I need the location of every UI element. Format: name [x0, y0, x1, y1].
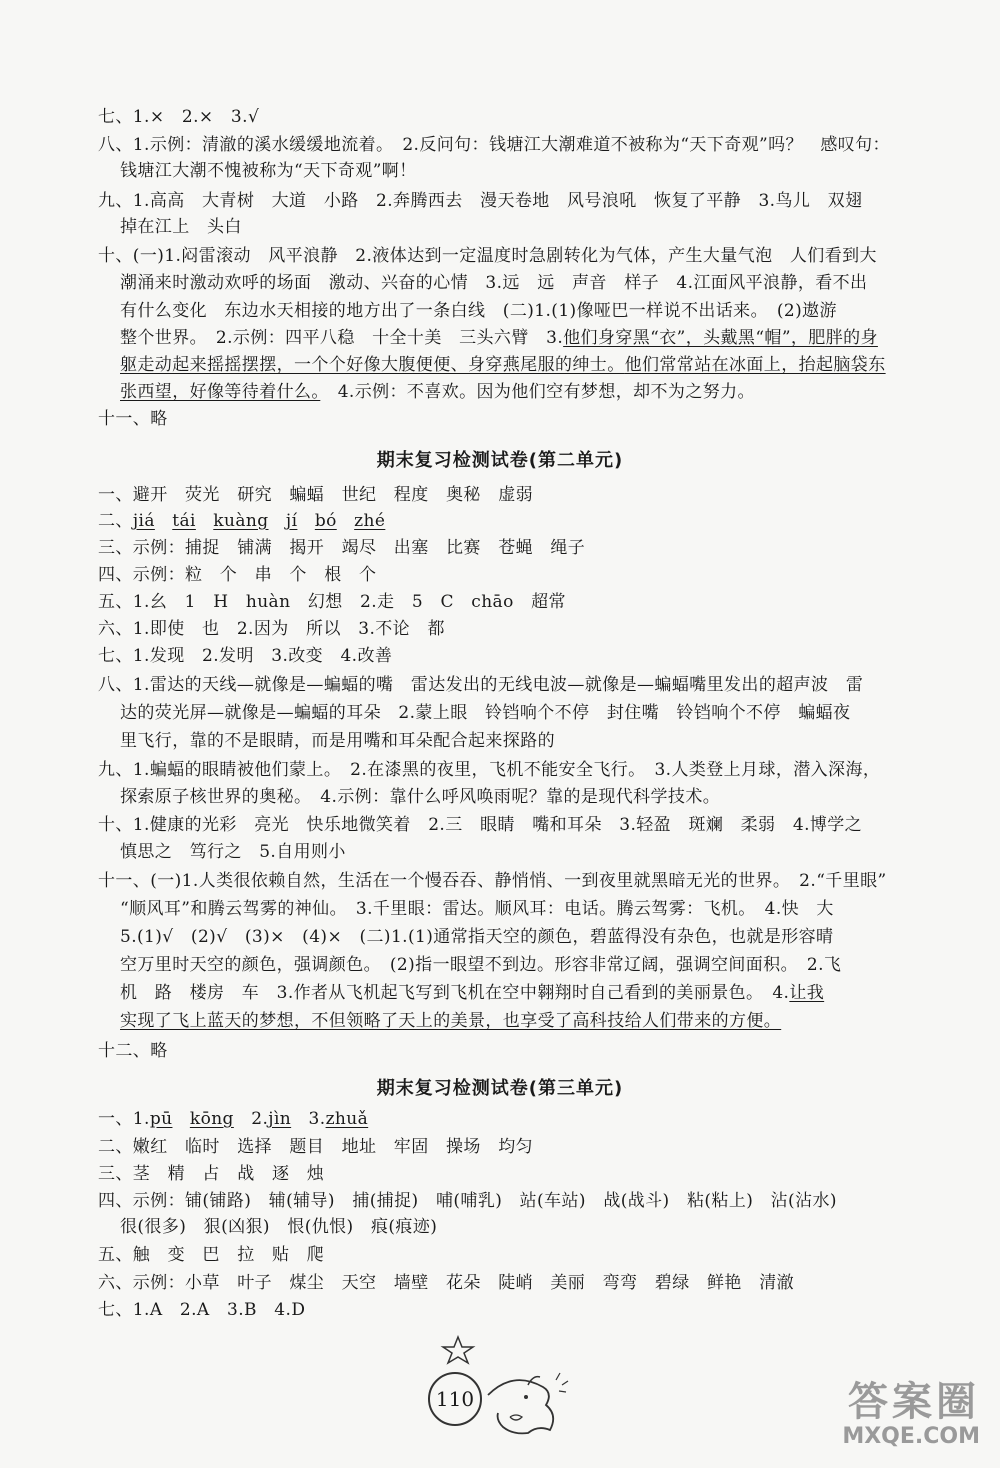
answer-text: 机 路 楼房 车 3.作者从飞机起飞写到飞机在空中翱翔时自己看到的美丽景色。 4. [120, 983, 790, 1003]
answer-line: 二、嫩红 临时 选择 题目 地址 牢固 操场 均匀 [98, 1137, 533, 1157]
answer-line: 三、示例：捕捉 铺满 揭开 竭尽 出塞 比赛 苍蝇 绳子 [98, 538, 586, 558]
answer-line: 三、茎 精 占 战 逐 烛 [98, 1164, 325, 1184]
answer-text: 二、 [98, 511, 133, 531]
pinyin-answer: jí [285, 511, 298, 531]
answer-line: 四、示例：粒 个 串 个 根 个 [98, 565, 377, 585]
answer-line: 七、1.A 2.A 3.B 4.D [98, 1300, 306, 1320]
answer-text: 一、1. [98, 1109, 150, 1129]
answer-line: 四、示例：铺(铺路) 辅(辅导) 捕(捕捉) 哺(哺乳) 站(车站) 战(战斗) 粘(粘上) 沾(沾水) [98, 1191, 837, 1211]
answer-line: 5.(1)√ (2)√ (3)× (4)× (二)1.(1)通常指天空的颜色，碧蓝得没有杂色，也就是形容晴 [120, 927, 834, 947]
answer-line: 十二、略 [98, 1041, 168, 1061]
watermark-url: MXQE.COM [842, 1424, 980, 1449]
answer-text: 2. [251, 1109, 269, 1129]
answer-line: 十一、略 [98, 409, 168, 429]
answer-line [120, 381, 755, 403]
answer-line: 里飞行，靠的不是眼睛，而是用嘴和耳朵配合起来探路的 [120, 731, 555, 751]
answer-line [120, 982, 824, 1004]
section-title: 期末复习检测试卷(第三单元) [376, 1078, 624, 1099]
answer-line: 十、1.健康的光彩 亮光 快乐地微笑着 2.三 眼睛 嘴和耳朵 3.轻盈 斑斓 柔弱 4.博学之 [98, 815, 863, 835]
answer-line: 钱塘江大潮不愧被称为“天下奇观”啊！ [120, 161, 417, 181]
pinyin-answer: tái [172, 511, 196, 531]
underlined-answer: 让我 [789, 983, 825, 1003]
answer-text: 4.示例：不喜欢。因为他们空有梦想，却不为之努力。 [320, 382, 755, 402]
underlined-answer: 张西望，好像等待着什么。 [120, 382, 321, 402]
underlined-answer: 他们身穿黑“衣”，头戴黑“帽”，肥胖的身 [563, 328, 878, 348]
pinyin-answer: zhuǎ [325, 1109, 369, 1129]
pinyin-answer: kōng [189, 1109, 234, 1129]
pinyin-answer: zhé [354, 511, 386, 531]
section-title: 期末复习检测试卷(第二单元) [376, 450, 624, 471]
pinyin-answer: bó [314, 511, 337, 531]
answer-line: 五、触 变 巴 拉 贴 爬 [98, 1245, 325, 1265]
pinyin-answer: jìn [268, 1109, 292, 1129]
answer-line: 潮涌来时激动欢呼的场面 激动、兴奋的心情 3.远 远 声音 样子 4.江面风平浪静，看不出 [120, 273, 868, 293]
answer-line: 五、1.幺 1 H huàn 幻想 2.走 5 C chāo 超常 [98, 592, 566, 612]
answer-line: 十、(一)1.闷雷滚动 风平浪静 2.液体达到一定温度时急剧转化为气体，产生大量气泡 人们看到大 [98, 246, 877, 266]
answer-line: 慎思之 笃行之 5.自用则小 [120, 842, 346, 862]
answer-line: 七、1.发现 2.发明 3.改变 4.改善 [98, 646, 393, 666]
pinyin-answer: kuàng [213, 511, 269, 531]
pinyin-answer: jiá [132, 511, 155, 531]
underlined-answer: 他们常常站在冰面上，抬起脑袋东 [624, 355, 886, 375]
answer-line: 八、1.雷达的天线—就像是—蝙蝠的嘴 雷达发出的无线电波—就像是—蝙蝠嘴里发出的超声波 雷 [98, 675, 864, 695]
answer-line: 六、1.即使 也 2.因为 所以 3.不论 都 [98, 619, 445, 639]
answer-line: 很(很多) 狠(凶狠) 恨(仇恨) 痕(痕迹) [120, 1217, 438, 1237]
answer-line: 探索原子核世界的奥秘。 4.示例：靠什么呼风唤雨呢？靠的是现代科学技术。 [120, 787, 721, 807]
answer-line: 八、1.示例：清澈的溪水缓缓地流着。 2.反问句：钱塘江大潮难道不被称为“天下奇观”吗？ 感叹句： [98, 135, 890, 155]
answer-line: 十一、(一)1.人类很依赖自然，生活在一个慢吞吞、静悄悄、一到夜里就黑暗无光的世界。 2.“千里眼” [98, 871, 887, 891]
answer-line [120, 1010, 781, 1032]
underlined-answer: 躯走动起来摇摇摆摆，一个个好像大腹便便、身穿燕尾服的绅士。 [120, 355, 625, 375]
answer-line: 六、示例：小草 叶子 煤尘 天空 墙壁 花朵 陡峭 美丽 弯弯 碧绿 鲜艳 清澈 [98, 1273, 794, 1293]
answer-line: 有什么变化 东边水天相接的地方出了一条白线 (二)1.(1)像哑巴一样说不出话来。 (2)遨游 [120, 301, 837, 321]
pinyin-answer: pū [149, 1109, 173, 1129]
answer-line: 九、1.高高 大青树 大道 小路 2.奔腾西去 漫天卷地 风号浪吼 恢复了平静 3.鸟儿 双翅 [98, 191, 863, 211]
watermark-text: 答案圈 [848, 1379, 980, 1425]
answer-line [120, 327, 878, 349]
answer-line: 九、1.蝙蝠的眼睛被他们蒙上。 2.在漆黑的夜里，飞机不能安全飞行。 3.人类登上月球，潜入深海， [98, 760, 881, 780]
answer-line: 达的荧光屏—就像是—蝙蝠的耳朵 2.蒙上眼 铃铛响个不停 封住嘴 铃铛响个不停 蝙蝠夜 [120, 703, 851, 723]
answer-line: 七、1.× 2.× 3.√ [98, 107, 260, 127]
answer-text: 整个世界。 2.示例：四平八稳 十全十美 三头六臂 3. [120, 328, 564, 348]
answer-line [120, 354, 886, 376]
answer-line [98, 510, 385, 532]
answer-line: “顺风耳”和腾云驾雾的神仙。 3.千里眼：雷达。顺风耳：电话。腾云驾雾：飞机。 4.快 大 [120, 899, 834, 919]
answer-line: 掉在江上 头白 [120, 217, 242, 237]
answer-line: 一、避开 荧光 研究 蝙蝠 世纪 程度 奥秘 虚弱 [98, 485, 533, 505]
watermark-logo [842, 1380, 980, 1450]
underlined-answer: 实现了飞上蓝天的梦想，不但领略了天上的美景，也享受了高科技给人们带来的方便。 [120, 1011, 782, 1031]
answer-text: 3. [308, 1109, 326, 1129]
answer-line: 空万里时天空的颜色，强调颜色。 (2)指一眼望不到边。形容非常辽阔，强调空间面积。 2.飞 [120, 955, 842, 975]
page-number: 110 [428, 1372, 482, 1426]
answer-line [98, 1108, 368, 1130]
